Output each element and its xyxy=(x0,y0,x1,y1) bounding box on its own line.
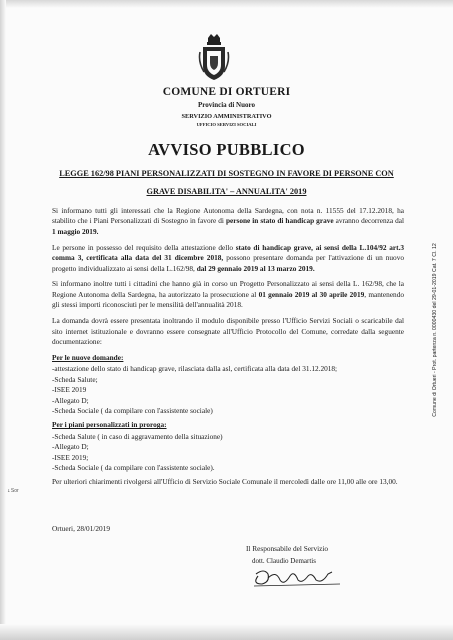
province-name: Provincia di Nuoro xyxy=(198,101,255,109)
office-name: UFFICIO SERVIZI SOCIALI xyxy=(196,122,257,127)
paragraph-text: avranno decorrenza dal xyxy=(333,216,404,226)
signatory-name: dott. Claudio Demartis xyxy=(252,557,316,565)
paragraph-contact-hours: Per ulteriori chiarimenti rivolgersi all'Ufficio di Servizio Sociale Comunale il mercoledì dalle ore 11,00 alle ore 13,00. xyxy=(52,477,398,487)
paragraph-text: , mantenendo gli stessi importi riconosciuti per le mensilità dell'annualità 2018. xyxy=(52,289,405,310)
paragraph-extension xyxy=(52,279,404,310)
paragraph-emphasis: 1 maggio 2019. xyxy=(52,226,99,236)
list-item: -Scheda Sociale ( da compilare con l'assistente sociale). xyxy=(52,462,215,472)
list-item: -Scheda Salute; xyxy=(52,374,98,384)
margin-mark: ﺌ Sor xyxy=(8,488,19,494)
paragraph-text: Si informano inoltre tutti i cittadini che hanno già in corso un Progetto Personalizzato ai sensi della L. 162/98, che la Regione Autonoma della Sardegna, ha autorizzato la prosecuzione al xyxy=(52,279,404,299)
signatory-role: Il Responsabile del Servizio xyxy=(246,544,329,553)
municipal-crest-icon xyxy=(198,32,230,82)
paragraph-eligibility xyxy=(52,243,404,274)
list-item: -ISEE 2019 xyxy=(52,385,87,395)
protocol-stamp-text: Comune di Ortueri - Prot. partenza n. 0000430 del 29-01-2019 Cat. 7 Cl. 12 xyxy=(432,243,438,417)
notice-title: AVVISO PUBBLICO xyxy=(148,140,305,159)
service-name: SERVIZIO AMMINISTRATIVO xyxy=(181,113,272,120)
list-item: -Scheda Sociale ( da compilare con l'assistente sociale) xyxy=(52,405,213,415)
new-requests-heading: Per le nuove domande: xyxy=(52,352,124,362)
handwritten-signature xyxy=(248,562,358,588)
paragraph-text: Si informano tutti gli interessati che la Regione Autonoma della Sardegna, con nota n. 11555 del 17.12.2018, ha stabilito che i Piani Personalizzati di Sostegno in favore di xyxy=(52,206,404,226)
extension-requests-heading: Per i piani personalizzati in proroga: xyxy=(52,420,167,430)
paragraph-emphasis: persone in stato di handicap grave xyxy=(225,216,334,226)
scan-shadow-bottom xyxy=(0,624,453,640)
list-item: -Allegato D; xyxy=(52,442,89,452)
date-place: Ortueri, 28/01/2019 xyxy=(52,524,110,533)
list-item: -Scheda Salute ( in caso di aggravamento della situazione) xyxy=(52,431,223,441)
law-subject-line-2: GRAVE DISABILITA' – ANNUALITA' 2019 xyxy=(146,187,307,196)
paragraph-text: Le persone in possesso del requisito della attestazione dello xyxy=(52,242,236,252)
paragraph-emphasis: 01 gennaio 2019 al 30 aprile 2019 xyxy=(258,289,365,299)
municipality-name: COMUNE DI ORTUERI xyxy=(162,86,291,98)
notice-body xyxy=(52,206,404,493)
list-item: -ISEE 2019; xyxy=(52,452,89,462)
law-subject-line-1: LEGGE 162/98 PIANI PERSONALIZZATI DI SOSTEGNO IN FAVORE DI PERSONE CON xyxy=(59,169,394,178)
paragraph-submission: La domanda dovrà essere presentata inoltrando il modulo disponibile presso l'Ufficio Servizi Sociali o scaricabile dal sito internet istituzionale e dovranno essere consegnate all'Ufficio Protocollo del Comune, corredate dalla seguente documentazione: xyxy=(52,316,404,346)
paragraph-emphasis: stato di handicap grave, ai sensi della L.104/92 art.3 comma 3, certificata alla data del 31 dicembre 2018, xyxy=(52,242,404,263)
list-item: -Allegato D; xyxy=(52,395,89,405)
paragraph-start-date xyxy=(52,206,404,237)
scan-shadow-top xyxy=(0,0,453,8)
law-subject xyxy=(40,165,413,201)
paragraph-text: possono presentare domanda per l'attivazione di un nuovo progetto individualizzato ai sensi della L.162/98, xyxy=(52,253,405,273)
list-item: -attestazione dello stato di handicap grave, rilasciata dalla asl, certificata alla data del 31.12.2018; xyxy=(52,364,338,374)
paragraph-emphasis: dal 29 gennaio 2019 al 13 marzo 2019. xyxy=(196,263,315,273)
